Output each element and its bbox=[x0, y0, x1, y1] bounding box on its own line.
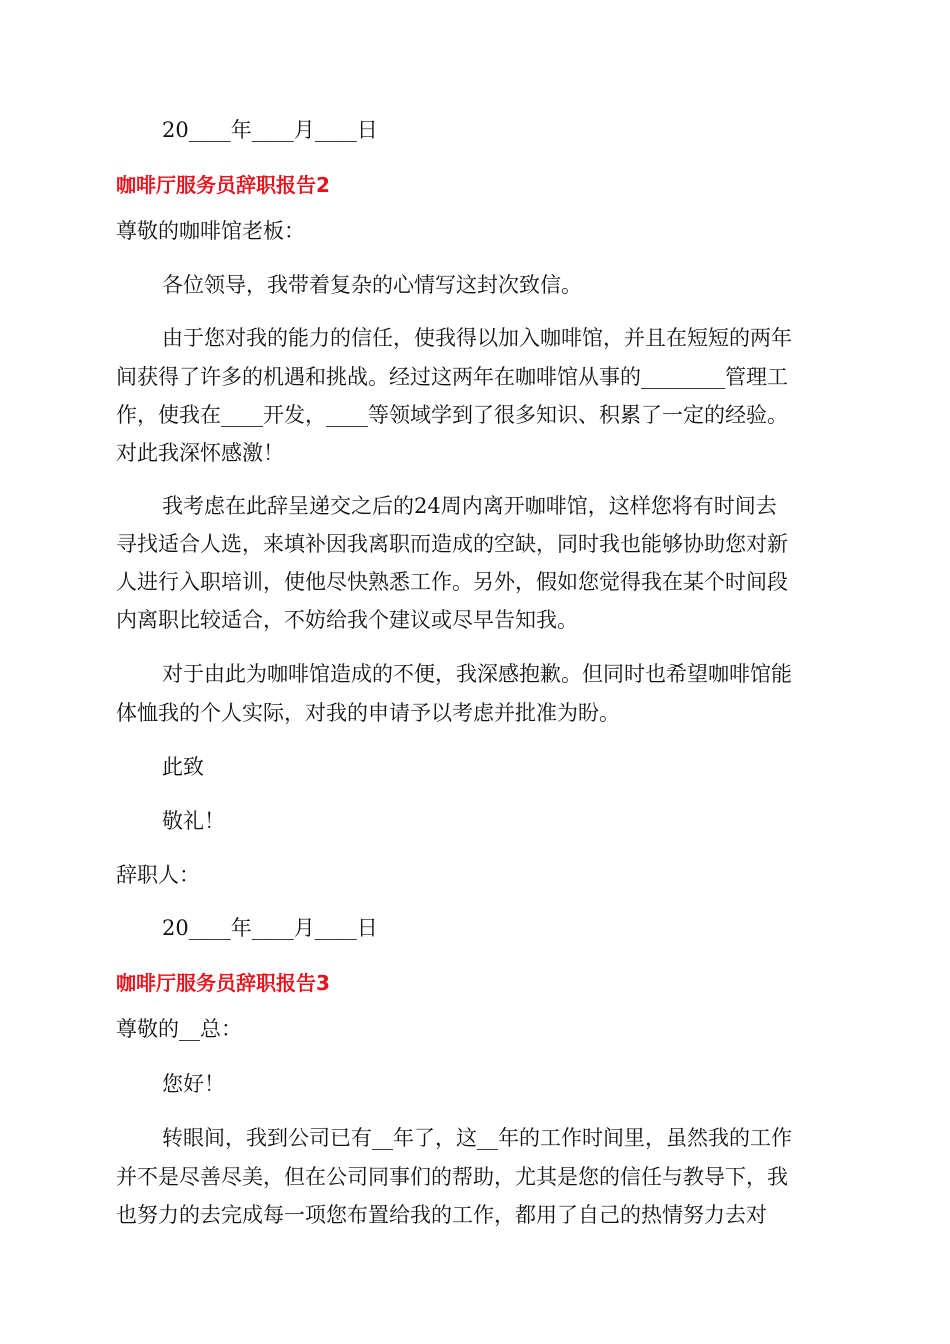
section-heading: 咖啡厅服务员辞职报告2 bbox=[116, 173, 330, 197]
date-line: 20____年____月____日 bbox=[162, 916, 378, 940]
signer-line: 辞职人： bbox=[116, 863, 200, 887]
paragraph-line: 转眼间，我到公司已有__年了，这__年的工作时间里，虽然我的工作 bbox=[162, 1126, 792, 1150]
salutation-prefix: 尊敬的 bbox=[116, 1017, 179, 1041]
salutation-blank: __ bbox=[179, 1017, 200, 1041]
paragraph-line: 体恤我的个人实际，对我的申请予以考虑并批准为盼。 bbox=[116, 701, 620, 725]
paragraph-line: 人进行入职培训，使他尽快熟悉工作。另外，假如您觉得我在某个时间段 bbox=[116, 570, 788, 594]
date-line: 20____年____月____日 bbox=[162, 118, 378, 142]
closing-line: 敬礼！ bbox=[162, 809, 225, 833]
greeting-line: 您好！ bbox=[162, 1072, 225, 1096]
paragraph-line: 对于由此为咖啡馆造成的不便，我深感抱歉。但同时也希望咖啡馆能 bbox=[162, 662, 792, 686]
paragraph-line: 我考虑在此辞呈递交之后的24周内离开咖啡馆，这样您将有时间去 bbox=[162, 494, 777, 518]
closing-line: 此致 bbox=[162, 755, 204, 779]
paragraph-line: 作，使我在____开发，____等领域学到了很多知识、积累了一定的经验。 bbox=[116, 403, 788, 427]
section-heading: 咖啡厅服务员辞职报告3 bbox=[116, 971, 330, 995]
paragraph-line: 对此我深怀感激！ bbox=[116, 441, 284, 465]
paragraph-line: 并不是尽善尽美，但在公司同事们的帮助，尤其是您的信任与教导下，我 bbox=[116, 1165, 788, 1189]
paragraph-line: 内离职比较适合，不妨给我个建议或尽早告知我。 bbox=[116, 608, 578, 632]
paragraph-line: 间获得了许多的机遇和挑战。经过这两年在咖啡馆从事的________管理工 bbox=[116, 365, 788, 389]
paragraph-line: 各位领导，我带着复杂的心情写这封次致信。 bbox=[162, 273, 582, 297]
paragraph-line: 也努力的去完成每一项您布置给我的工作，都用了自己的热情努力去对 bbox=[116, 1203, 767, 1227]
paragraph-line: 寻找适合人选，来填补因我离职而造成的空缺，同时我也能够协助您对新 bbox=[116, 532, 788, 556]
paragraph-line: 由于您对我的能力的信任，使我得以加入咖啡馆，并且在短短的两年 bbox=[162, 326, 792, 350]
salutation bbox=[116, 1017, 242, 1041]
salutation-suffix: 总： bbox=[200, 1017, 242, 1041]
salutation: 尊敬的咖啡馆老板： bbox=[116, 219, 305, 243]
